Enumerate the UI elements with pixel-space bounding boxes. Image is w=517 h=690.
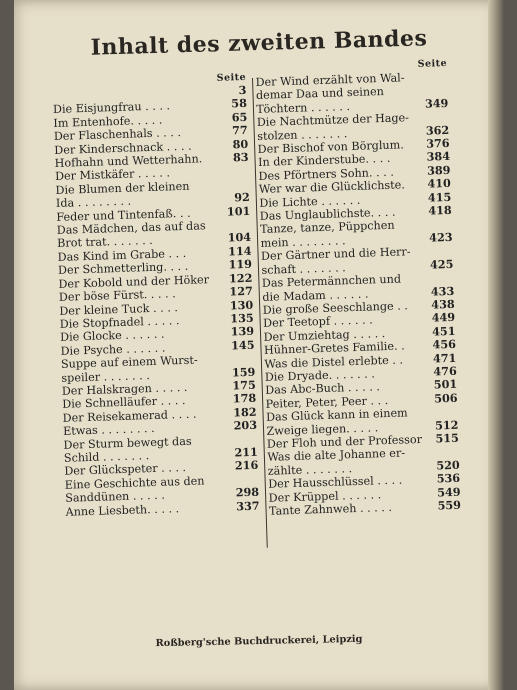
toc-entry-page: 159 <box>231 364 256 380</box>
toc-entry-page: 389 <box>426 162 451 178</box>
toc-entry-title: Die Blumen der kleinen <box>55 179 190 197</box>
toc-entry-page: 425 <box>429 256 454 272</box>
toc-entry-page: 145 <box>230 337 255 353</box>
toc-entry-title: Die Glocke . . . . . . <box>59 327 165 345</box>
toc-entry-page: 211 <box>234 444 259 460</box>
toc-entry-page: 433 <box>430 283 455 299</box>
toc-entry-title: Der Kobold und der Höker <box>58 272 210 291</box>
toc-entry-page: 298 <box>235 484 260 500</box>
toc-entry-page: 410 <box>427 176 452 191</box>
toc-entry-page: 122 <box>228 270 253 286</box>
toc-entry-title: Tanze, tanze, Püppchen <box>260 219 395 237</box>
toc-entry-title: Die Psyche . . . . . . <box>60 341 166 358</box>
toc-entry-title: Der Reisekamerad . . . . <box>62 407 197 425</box>
toc-entry-page: 130 <box>229 297 254 313</box>
toc-entry-page: 139 <box>230 324 255 339</box>
toc-entry-title: Der kleine Tuck . . . . <box>59 300 179 318</box>
toc-entry-title: Feder und Tintenfaß. . . <box>56 206 191 224</box>
toc-entry-page: 65 <box>231 109 248 125</box>
toc-entry-title: Hühner-Gretes Familie. . <box>263 339 405 357</box>
toc-entry-page: 114 <box>227 243 252 259</box>
toc-entry-page: 506 <box>434 390 458 406</box>
toc-entry-page: 203 <box>233 417 258 433</box>
toc-entry-title: Der Umziehtag . . . . . <box>263 326 386 344</box>
left-column <box>52 72 260 519</box>
toc-entry-page: 501 <box>433 377 458 392</box>
toc-entry-title: Das Glück kann in einem <box>265 406 408 424</box>
toc-entry-title: Die Eisjungfrau . . . . <box>52 99 171 117</box>
toc-entry-title: stolzen . . . . . . . <box>257 126 348 143</box>
toc-entry-title: Die Stopfnadel . . . . . <box>59 314 180 331</box>
toc-entry-title: Tante Zahnweh . . . . . <box>268 500 393 518</box>
toc-entry-title: schaft . . . . . . . <box>261 260 346 277</box>
toc-entry-page: 337 <box>235 498 260 514</box>
toc-entry-title: demar Daa und seinen <box>255 85 385 103</box>
toc-entry-page: 58 <box>231 96 248 111</box>
toc-entry-page: 104 <box>227 230 252 246</box>
toc-entry-page: 512 <box>434 417 459 433</box>
toc-entry-page: 520 <box>436 457 460 473</box>
toc-entry-page: 471 <box>432 350 457 366</box>
toc-entry-page: 77 <box>231 123 248 138</box>
toc-entry-title: speiler . . . . . . . <box>61 368 151 385</box>
toc-entry-title: Peiter, Peter, Peer . . . <box>265 393 389 411</box>
toc-entry-page: 451 <box>431 323 456 339</box>
toc-entry-title: Das Mädchen, das auf das <box>56 219 206 237</box>
toc-entry-title: Das Petermännchen und <box>261 272 402 290</box>
toc-entry-page: 216 <box>234 458 259 473</box>
toc-entry-page: 178 <box>232 391 257 406</box>
toc-entry-title: Der Gärtner und die Herr- <box>260 245 411 264</box>
toc-entry-title: Etwas . . . . . . . . <box>62 422 155 438</box>
toc-entry-page: 559 <box>437 497 462 513</box>
left-seite-label: Seite <box>216 71 247 84</box>
page-title: Inhalt des zweiten Bandes <box>90 25 428 61</box>
toc-entry-title: Der Floh und der Professor <box>266 432 423 451</box>
toc-entry-title: Wer war die Glücklichste. <box>258 178 406 197</box>
toc-entry-page: 418 <box>428 202 452 218</box>
toc-entry-page: 119 <box>228 257 253 272</box>
toc-entry-page: 476 <box>433 363 457 379</box>
toc-entry-page: 438 <box>431 296 455 312</box>
toc-entry-title: Der Hausschlüssel . . . . <box>268 473 403 491</box>
toc-entry-title: Hofhahn und Wetterhahn. <box>54 152 203 170</box>
toc-entry-page: 415 <box>427 189 452 205</box>
toc-entry-title: Der Mistkäfer . . . . . <box>54 166 171 184</box>
toc-entry-title: Die Schnelläufer . . . . <box>62 394 186 412</box>
toc-entry-title: Der Schmetterling. . . . <box>57 260 189 278</box>
toc-entry-title: Der Kinderschnack . . . . <box>54 139 192 157</box>
toc-entry-title: Das Abc-Buch . . . . . <box>265 380 381 398</box>
toc-entry-title: Eine Geschichte aus den <box>64 474 205 492</box>
toc-entry-title: Der Wind erzählt von Wal- <box>255 71 405 89</box>
toc-entry-title: Die Lichte . . . . . . <box>259 193 361 210</box>
toc-entry-page: 536 <box>436 470 461 486</box>
toc-entry-title: Die große Seeschlange . . <box>262 299 409 317</box>
toc-entry-page: 182 <box>233 404 257 420</box>
toc-entry-title: Im Entenhofe. . . . . <box>53 113 163 130</box>
toc-entry-page: 175 <box>232 377 256 393</box>
toc-entry-page: 423 <box>428 229 453 245</box>
toc-entry-page: 456 <box>432 336 457 352</box>
toc-entry-page: 349 <box>424 95 449 111</box>
toc-entry-title: Das Kind im Grabe . . . <box>57 246 187 264</box>
toc-entry-page: 384 <box>426 149 451 165</box>
toc-entry-page: 83 <box>232 149 249 165</box>
toc-entry-title: Sanddünen . . . . . <box>65 488 166 505</box>
toc-entry-title: Schild . . . . . . . <box>63 449 150 465</box>
toc-entry-title: Der Teetopf . . . . . . <box>262 313 373 331</box>
toc-entry-title: Das Unglaublichste. . . . <box>259 205 396 223</box>
toc-entry-title: Was die Distel erlebte . . <box>264 353 404 371</box>
toc-entry-page: 549 <box>436 484 461 500</box>
toc-entry-title: Der Krüppel . . . . . . <box>268 487 382 505</box>
toc-entry-page: 3 <box>238 82 247 98</box>
toc-entry-title: Was die alte Johanne er- <box>267 446 406 465</box>
toc-entry-title: Töchtern . . . . . . <box>256 99 351 116</box>
toc-entry-title: Der Sturm bewegt das <box>63 434 192 452</box>
page-edge <box>488 0 504 690</box>
left-toc-list <box>52 84 259 519</box>
right-seite-label: Seite <box>417 57 448 70</box>
right-toc-list <box>255 70 461 518</box>
toc-entry-page: 449 <box>431 310 456 325</box>
printer-imprint: Roßberg'sche Buchdruckerei, Leipzig <box>155 633 363 650</box>
toc-entry-title: Der Glückspeter . . . . <box>64 461 187 479</box>
right-column <box>255 58 461 518</box>
toc-entry-title: Der Halskragen . . . . . <box>61 380 188 398</box>
toc-entry-page: 135 <box>230 310 254 326</box>
toc-entry-title: Zweige liegen. . . . . <box>266 420 379 438</box>
toc-entry-title: zählte . . . . . . . <box>267 461 353 478</box>
toc-entry-title: Brot trat. . . . . . . <box>57 234 153 251</box>
toc-entry-title: Ida . . . . . . . . <box>55 194 132 211</box>
toc-entry-title: Der böse Fürst. . . . . <box>58 287 176 304</box>
toc-entry-title: Der Flaschenhals . . . . <box>53 126 182 144</box>
toc-entry-page: 92 <box>234 190 251 205</box>
toc-entry-title: Die Nachtmütze der Hage- <box>256 111 410 130</box>
toc-entry-page: 80 <box>232 136 249 151</box>
toc-entry-page: 101 <box>226 203 251 219</box>
toc-entry-title: Der Bischof von Börglum. <box>257 138 404 156</box>
toc-entry-title: Anne Liesbeth. . . . . <box>65 501 180 519</box>
toc-entry-page: 376 <box>426 135 450 151</box>
toc-entry-title: Des Pförtners Sohn. . . . <box>258 165 394 183</box>
book-page <box>14 0 504 690</box>
toc-entry-page: 515 <box>435 430 460 446</box>
toc-entry-page: 362 <box>425 122 450 138</box>
toc-entry-title: Suppe auf einem Wurst- <box>60 353 198 371</box>
toc-entry-title: die Madam . . . . . . <box>262 287 369 304</box>
toc-entry-title: In der Kinderstube. . . . <box>257 152 391 170</box>
toc-entry-page: 127 <box>229 283 254 299</box>
toc-entry-title: Die Dryade. . . . . . . <box>264 367 376 384</box>
toc-entry-title: mein . . . . . . . . <box>260 234 346 250</box>
